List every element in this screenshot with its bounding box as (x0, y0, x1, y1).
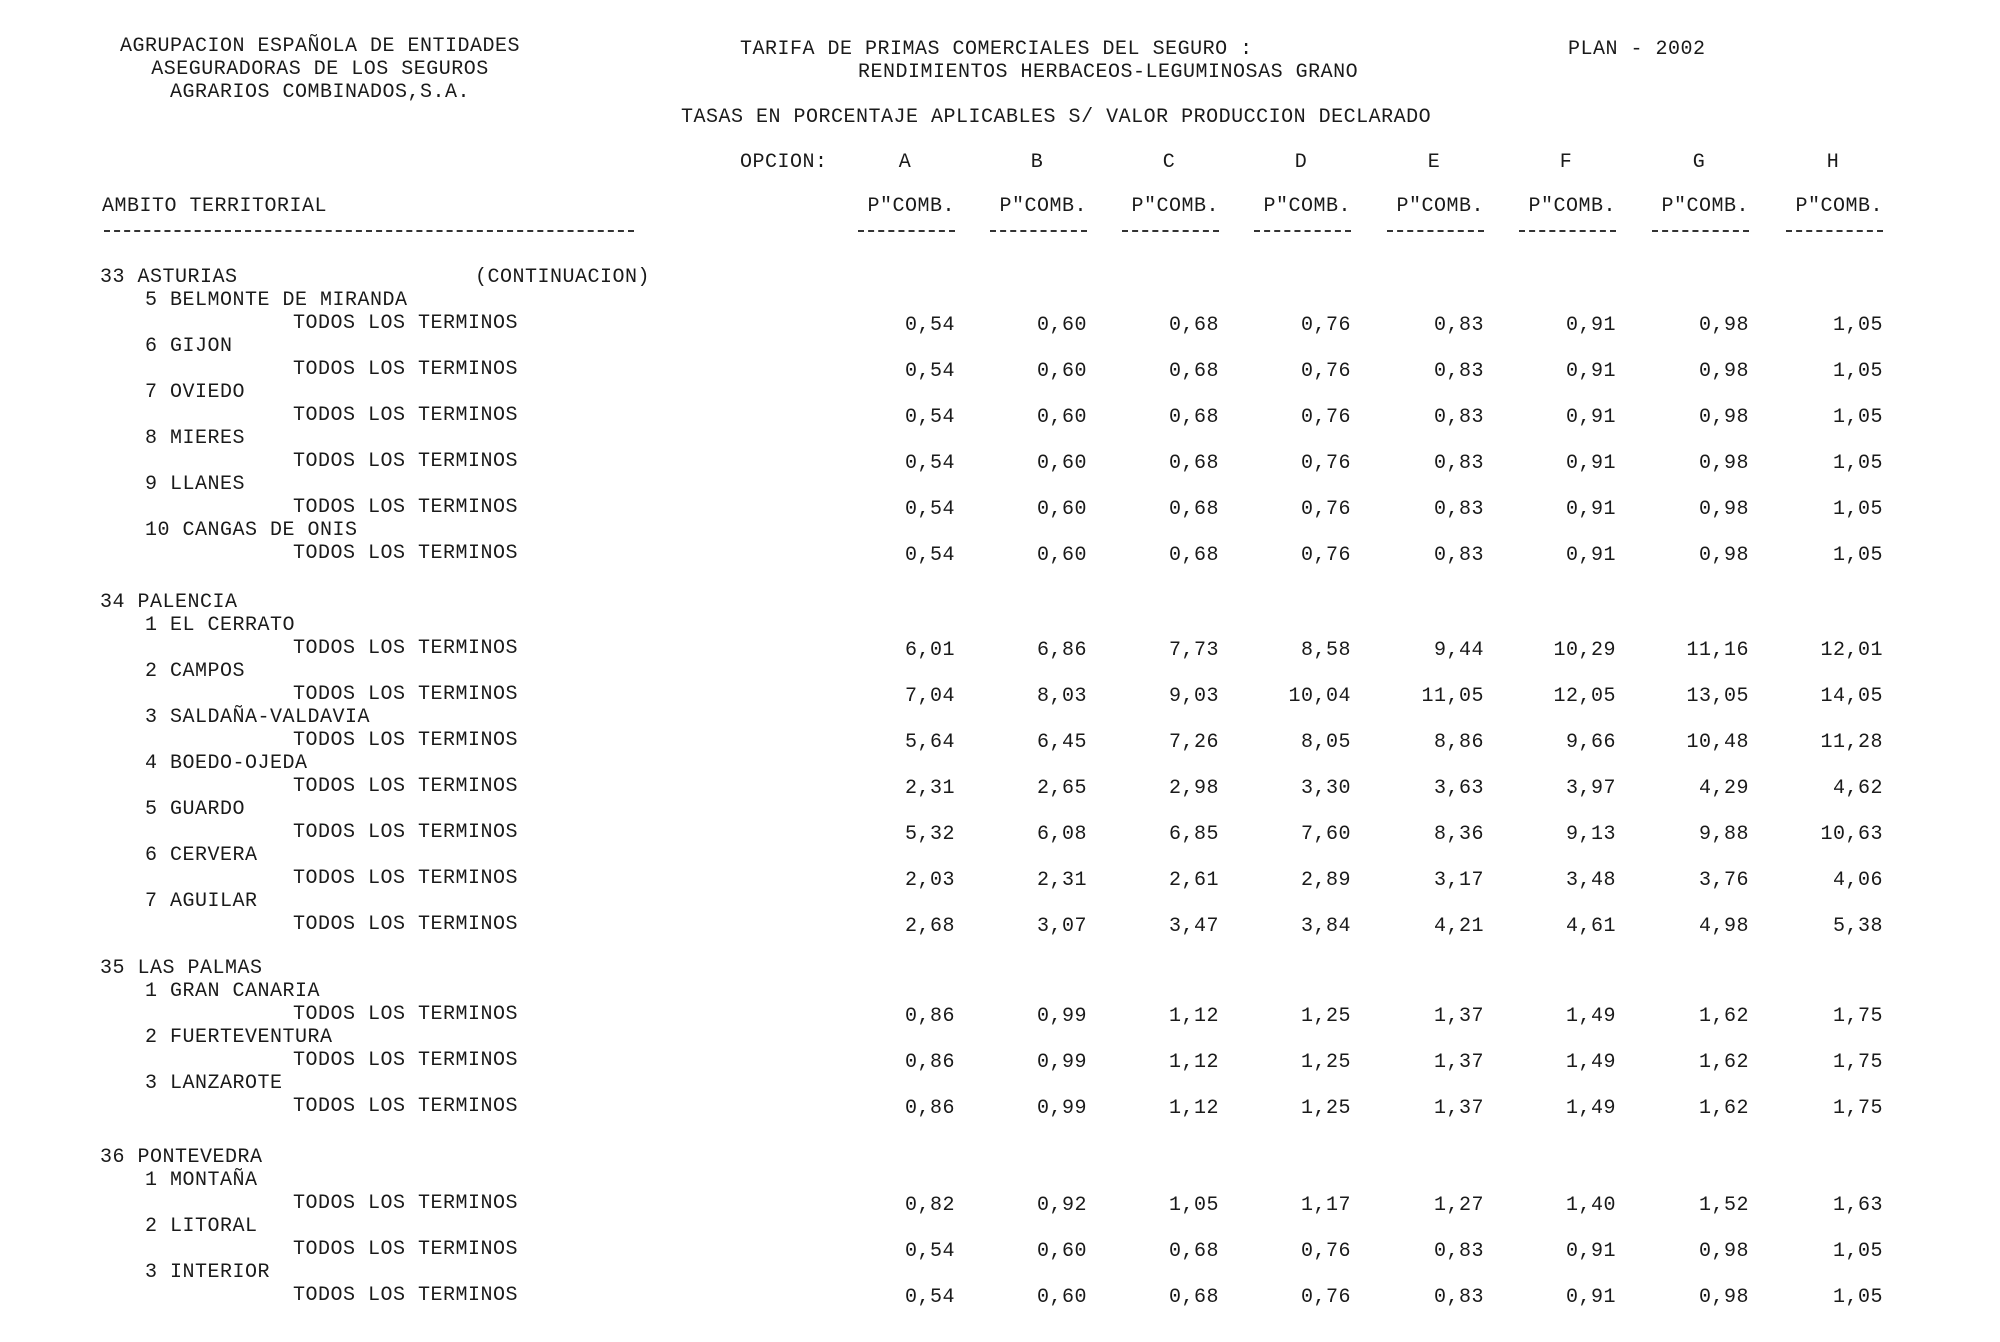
province-heading: 36 PONTEVEDRA (100, 1146, 263, 1169)
rate-value-h: 1,05 (1832, 1286, 1883, 1309)
rate-value-f: 4,61 (1565, 915, 1616, 938)
terms-label: TODOS LOS TERMINOS (293, 637, 519, 660)
terms-label: TODOS LOS TERMINOS (293, 1238, 519, 1261)
region-name: 5 GUARDO (145, 798, 246, 821)
rates-subtitle: TASAS EN PORCENTAJE APLICABLES S/ VALOR PRODUCCION DECLARADO (681, 106, 1432, 129)
rate-value-a: 0,82 (904, 1194, 955, 1217)
rate-value-e: 1,37 (1433, 1097, 1484, 1120)
rate-value-e: 4,21 (1433, 915, 1484, 938)
rate-value-b: 0,99 (1036, 1097, 1087, 1120)
terms-label: TODOS LOS TERMINOS (293, 683, 519, 706)
rate-value-e: 1,37 (1433, 1005, 1484, 1028)
company-name-line-1: AGRUPACION ESPAÑOLA DE ENTIDADES (119, 35, 521, 58)
rate-value-h: 4,62 (1832, 777, 1883, 800)
rate-value-e: 8,36 (1433, 823, 1484, 846)
column-underline-b (990, 230, 1087, 232)
rate-value-f: 1,49 (1565, 1005, 1616, 1028)
rate-value-c: 9,03 (1168, 685, 1219, 708)
rate-value-h: 1,05 (1832, 360, 1883, 383)
rate-value-a: 2,31 (904, 777, 955, 800)
rate-value-h: 1,75 (1832, 1097, 1883, 1120)
rate-value-e: 11,05 (1421, 685, 1484, 708)
rate-value-h: 1,05 (1832, 314, 1883, 337)
rate-value-f: 0,91 (1565, 544, 1616, 567)
column-underline-a (858, 230, 955, 232)
rate-value-b: 0,99 (1036, 1051, 1087, 1074)
region-name: 1 GRAN CANARIA (145, 980, 321, 1003)
terms-label: TODOS LOS TERMINOS (293, 1003, 519, 1026)
column-underline-h (1786, 230, 1883, 232)
column-underline-c (1122, 230, 1219, 232)
rate-value-c: 0,68 (1168, 360, 1219, 383)
rate-value-d: 8,58 (1300, 639, 1351, 662)
province-note: (CONTINUACION) (475, 266, 651, 289)
ambito-underline (104, 230, 634, 232)
rate-value-b: 0,60 (1036, 544, 1087, 567)
rate-value-b: 8,03 (1036, 685, 1087, 708)
rate-value-d: 8,05 (1300, 731, 1351, 754)
rate-value-c: 0,68 (1168, 1286, 1219, 1309)
rate-value-e: 0,83 (1433, 1286, 1484, 1309)
rate-value-g: 0,98 (1698, 1240, 1749, 1263)
rate-value-g: 1,52 (1698, 1194, 1749, 1217)
rate-value-e: 3,63 (1433, 777, 1484, 800)
rate-value-g: 4,29 (1698, 777, 1749, 800)
column-underline-g (1652, 230, 1749, 232)
option-letter-a: A (898, 151, 912, 174)
rate-value-a: 5,32 (904, 823, 955, 846)
rate-value-c: 1,12 (1168, 1005, 1219, 1028)
terms-label: TODOS LOS TERMINOS (293, 1049, 519, 1072)
terms-label: TODOS LOS TERMINOS (293, 1095, 519, 1118)
region-name: 3 SALDAÑA-VALDAVIA (145, 706, 371, 729)
rate-value-g: 4,98 (1698, 915, 1749, 938)
rate-value-f: 0,91 (1565, 406, 1616, 429)
rate-value-b: 3,07 (1036, 915, 1087, 938)
rate-value-b: 0,60 (1036, 498, 1087, 521)
tariff-title: TARIFA DE PRIMAS COMERCIALES DEL SEGURO : (740, 38, 1253, 61)
column-header-h: P"COMB. (1795, 195, 1883, 218)
rate-value-a: 2,03 (904, 869, 955, 892)
region-name: 3 LANZAROTE (145, 1072, 283, 1095)
plan-label: PLAN - 2002 (1568, 38, 1706, 61)
rate-value-a: 7,04 (904, 685, 955, 708)
region-name: 9 LLANES (145, 473, 246, 496)
rate-value-h: 1,63 (1832, 1194, 1883, 1217)
rate-value-d: 0,76 (1300, 406, 1351, 429)
rate-value-h: 14,05 (1820, 685, 1883, 708)
rate-value-d: 0,76 (1300, 544, 1351, 567)
region-name: 7 AGUILAR (145, 890, 258, 913)
rate-value-h: 11,28 (1820, 731, 1883, 754)
rate-value-d: 7,60 (1300, 823, 1351, 846)
terms-label: TODOS LOS TERMINOS (293, 404, 519, 427)
rate-value-d: 2,89 (1300, 869, 1351, 892)
rate-value-f: 10,29 (1553, 639, 1616, 662)
rate-value-d: 1,25 (1300, 1005, 1351, 1028)
company-name-line-2: ASEGURADORAS DE LOS SEGUROS (151, 58, 489, 81)
rate-value-e: 0,83 (1433, 498, 1484, 521)
rate-value-d: 0,76 (1300, 314, 1351, 337)
terms-label: TODOS LOS TERMINOS (293, 913, 519, 936)
rate-value-b: 6,08 (1036, 823, 1087, 846)
tariff-subject: RENDIMIENTOS HERBACEOS-LEGUMINOSAS GRANO (858, 61, 1359, 84)
rate-value-c: 3,47 (1168, 915, 1219, 938)
rate-value-b: 6,86 (1036, 639, 1087, 662)
rate-value-h: 1,75 (1832, 1005, 1883, 1028)
rate-value-d: 0,76 (1300, 498, 1351, 521)
rate-value-c: 1,05 (1168, 1194, 1219, 1217)
rate-value-c: 1,12 (1168, 1051, 1219, 1074)
rate-value-h: 1,05 (1832, 1240, 1883, 1263)
rate-value-a: 0,54 (904, 1240, 955, 1263)
rate-value-e: 3,17 (1433, 869, 1484, 892)
rate-value-b: 0,60 (1036, 406, 1087, 429)
option-letter-b: B (1030, 151, 1044, 174)
rate-value-h: 1,05 (1832, 498, 1883, 521)
company-name-line-3: AGRARIOS COMBINADOS,S.A. (169, 81, 471, 104)
option-label: OPCION: (740, 151, 828, 174)
rate-value-g: 1,62 (1698, 1097, 1749, 1120)
rate-value-c: 0,68 (1168, 452, 1219, 475)
column-header-f: P"COMB. (1528, 195, 1616, 218)
column-header-a: P"COMB. (867, 195, 955, 218)
rate-value-g: 10,48 (1686, 731, 1749, 754)
region-name: 6 GIJON (145, 335, 233, 358)
region-name: 8 MIERES (145, 427, 246, 450)
rate-value-a: 0,86 (904, 1051, 955, 1074)
rate-value-f: 9,13 (1565, 823, 1616, 846)
rate-value-g: 3,76 (1698, 869, 1749, 892)
region-name: 2 LITORAL (145, 1215, 258, 1238)
rate-value-e: 0,83 (1433, 452, 1484, 475)
region-name: 10 CANGAS DE ONIS (145, 519, 358, 542)
rate-value-h: 1,05 (1832, 406, 1883, 429)
rate-value-g: 0,98 (1698, 406, 1749, 429)
rate-value-a: 0,86 (904, 1005, 955, 1028)
rate-value-a: 5,64 (904, 731, 955, 754)
region-name: 5 BELMONTE DE MIRANDA (145, 289, 408, 312)
rate-value-c: 0,68 (1168, 406, 1219, 429)
region-name: 6 CERVERA (145, 844, 258, 867)
province-heading: 35 LAS PALMAS (100, 957, 263, 980)
terms-label: TODOS LOS TERMINOS (293, 496, 519, 519)
rate-value-g: 0,98 (1698, 498, 1749, 521)
terms-label: TODOS LOS TERMINOS (293, 542, 519, 565)
terms-label: TODOS LOS TERMINOS (293, 729, 519, 752)
option-letter-c: C (1162, 151, 1176, 174)
column-header-c: P"COMB. (1131, 195, 1219, 218)
rate-value-h: 10,63 (1820, 823, 1883, 846)
rate-value-b: 0,60 (1036, 360, 1087, 383)
column-header-e: P"COMB. (1396, 195, 1484, 218)
column-header-b: P"COMB. (999, 195, 1087, 218)
rate-value-e: 8,86 (1433, 731, 1484, 754)
rate-value-c: 7,73 (1168, 639, 1219, 662)
rate-value-e: 0,83 (1433, 314, 1484, 337)
rate-value-a: 0,54 (904, 544, 955, 567)
region-name: 4 BOEDO-OJEDA (145, 752, 308, 775)
rate-value-c: 0,68 (1168, 1240, 1219, 1263)
column-header-g: P"COMB. (1661, 195, 1749, 218)
rate-value-c: 0,68 (1168, 314, 1219, 337)
rate-value-e: 0,83 (1433, 1240, 1484, 1263)
rate-value-a: 0,54 (904, 360, 955, 383)
province-heading: 34 PALENCIA (100, 591, 238, 614)
option-letter-g: G (1692, 151, 1706, 174)
rate-value-d: 0,76 (1300, 360, 1351, 383)
rate-value-b: 0,60 (1036, 452, 1087, 475)
region-name: 7 OVIEDO (145, 381, 246, 404)
region-name: 1 MONTAÑA (145, 1169, 258, 1192)
rate-value-d: 1,17 (1300, 1194, 1351, 1217)
rate-value-b: 6,45 (1036, 731, 1087, 754)
rate-value-g: 1,62 (1698, 1005, 1749, 1028)
rate-value-h: 4,06 (1832, 869, 1883, 892)
rate-value-b: 0,60 (1036, 314, 1087, 337)
terms-label: TODOS LOS TERMINOS (293, 1284, 519, 1307)
rate-value-c: 7,26 (1168, 731, 1219, 754)
province-heading: 33 ASTURIAS (100, 266, 238, 289)
rate-value-g: 13,05 (1686, 685, 1749, 708)
rate-value-c: 0,68 (1168, 544, 1219, 567)
rate-value-g: 9,88 (1698, 823, 1749, 846)
rate-value-g: 0,98 (1698, 360, 1749, 383)
terms-label: TODOS LOS TERMINOS (293, 867, 519, 890)
rate-value-g: 11,16 (1686, 639, 1749, 662)
rate-value-d: 3,84 (1300, 915, 1351, 938)
option-letter-e: E (1427, 151, 1441, 174)
rate-value-c: 2,61 (1168, 869, 1219, 892)
rate-value-f: 3,48 (1565, 869, 1616, 892)
ambito-territorial-label: AMBITO TERRITORIAL (102, 195, 328, 218)
rate-value-g: 0,98 (1698, 1286, 1749, 1309)
rate-value-a: 0,54 (904, 452, 955, 475)
terms-label: TODOS LOS TERMINOS (293, 358, 519, 381)
rate-value-e: 1,27 (1433, 1194, 1484, 1217)
rate-value-d: 0,76 (1300, 452, 1351, 475)
region-name: 2 CAMPOS (145, 660, 246, 683)
terms-label: TODOS LOS TERMINOS (293, 821, 519, 844)
rate-value-f: 0,91 (1565, 452, 1616, 475)
rate-value-h: 5,38 (1832, 915, 1883, 938)
rate-value-f: 0,91 (1565, 1286, 1616, 1309)
rate-value-f: 0,91 (1565, 498, 1616, 521)
rate-value-a: 0,86 (904, 1097, 955, 1120)
rate-value-a: 6,01 (904, 639, 955, 662)
rate-value-b: 2,31 (1036, 869, 1087, 892)
rate-value-a: 0,54 (904, 406, 955, 429)
column-header-d: P"COMB. (1263, 195, 1351, 218)
terms-label: TODOS LOS TERMINOS (293, 312, 519, 335)
rate-value-f: 1,40 (1565, 1194, 1616, 1217)
rate-value-c: 6,85 (1168, 823, 1219, 846)
rate-value-f: 9,66 (1565, 731, 1616, 754)
rate-value-d: 10,04 (1288, 685, 1351, 708)
rate-value-a: 0,54 (904, 1286, 955, 1309)
rate-value-c: 2,98 (1168, 777, 1219, 800)
region-name: 1 EL CERRATO (145, 614, 296, 637)
rate-value-c: 1,12 (1168, 1097, 1219, 1120)
rate-value-c: 0,68 (1168, 498, 1219, 521)
rate-value-g: 0,98 (1698, 314, 1749, 337)
rate-value-f: 1,49 (1565, 1097, 1616, 1120)
rate-value-b: 0,60 (1036, 1240, 1087, 1263)
rate-value-d: 3,30 (1300, 777, 1351, 800)
rate-value-g: 0,98 (1698, 452, 1749, 475)
rate-value-f: 0,91 (1565, 360, 1616, 383)
rate-value-a: 0,54 (904, 498, 955, 521)
rate-value-d: 1,25 (1300, 1051, 1351, 1074)
rate-value-f: 3,97 (1565, 777, 1616, 800)
rate-value-h: 1,05 (1832, 452, 1883, 475)
rate-value-h: 12,01 (1820, 639, 1883, 662)
region-name: 3 INTERIOR (145, 1261, 271, 1284)
rate-value-f: 1,49 (1565, 1051, 1616, 1074)
rate-value-a: 0,54 (904, 314, 955, 337)
rate-value-b: 0,92 (1036, 1194, 1087, 1217)
column-underline-d (1254, 230, 1351, 232)
terms-label: TODOS LOS TERMINOS (293, 450, 519, 473)
rate-value-b: 2,65 (1036, 777, 1087, 800)
column-underline-e (1387, 230, 1484, 232)
rate-value-f: 0,91 (1565, 314, 1616, 337)
rate-value-d: 1,25 (1300, 1097, 1351, 1120)
rate-value-f: 12,05 (1553, 685, 1616, 708)
rate-value-e: 1,37 (1433, 1051, 1484, 1074)
rate-value-h: 1,05 (1832, 544, 1883, 567)
option-letter-f: F (1559, 151, 1573, 174)
option-letter-h: H (1826, 151, 1840, 174)
column-underline-f (1519, 230, 1616, 232)
rate-value-e: 9,44 (1433, 639, 1484, 662)
rate-value-e: 0,83 (1433, 406, 1484, 429)
rate-value-g: 0,98 (1698, 544, 1749, 567)
rate-value-b: 0,99 (1036, 1005, 1087, 1028)
rate-value-d: 0,76 (1300, 1240, 1351, 1263)
terms-label: TODOS LOS TERMINOS (293, 775, 519, 798)
rate-value-e: 0,83 (1433, 360, 1484, 383)
terms-label: TODOS LOS TERMINOS (293, 1192, 519, 1215)
rate-value-e: 0,83 (1433, 544, 1484, 567)
option-letter-d: D (1294, 151, 1308, 174)
rate-value-d: 0,76 (1300, 1286, 1351, 1309)
region-name: 2 FUERTEVENTURA (145, 1026, 333, 1049)
rate-value-a: 2,68 (904, 915, 955, 938)
rate-value-h: 1,75 (1832, 1051, 1883, 1074)
rate-value-b: 0,60 (1036, 1286, 1087, 1309)
rate-value-g: 1,62 (1698, 1051, 1749, 1074)
rate-value-f: 0,91 (1565, 1240, 1616, 1263)
